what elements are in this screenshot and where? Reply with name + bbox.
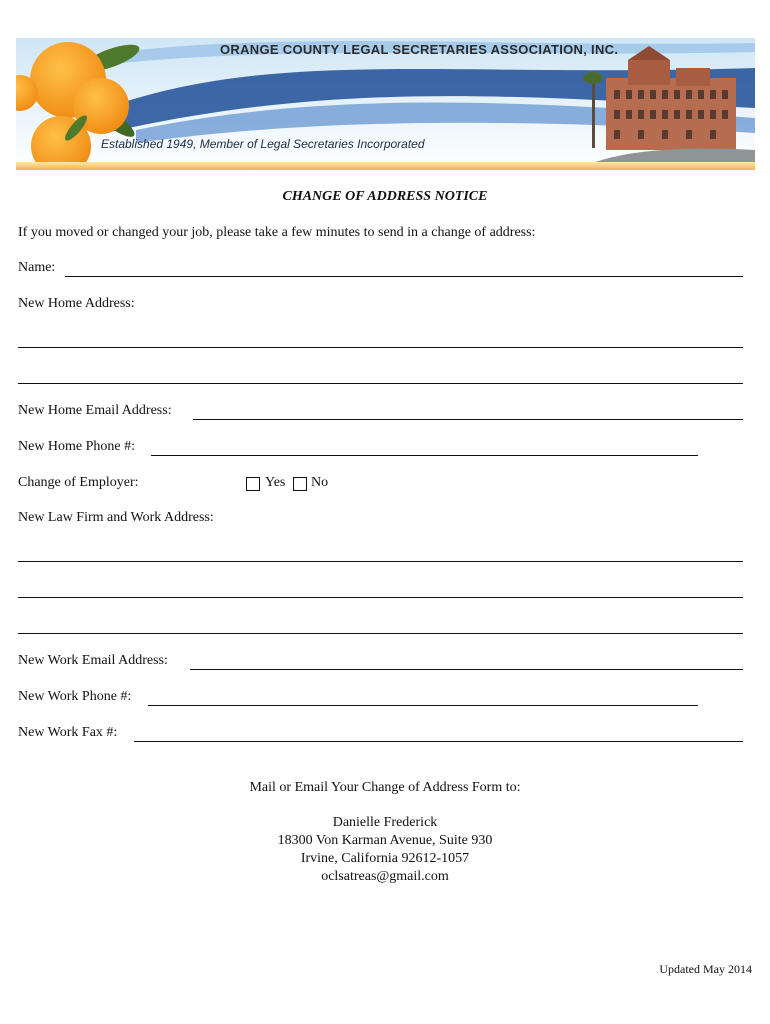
work-phone-label: New Work Phone #: xyxy=(18,689,132,704)
work-email-row xyxy=(18,653,743,671)
home-address-line-2[interactable] xyxy=(18,383,743,384)
work-address-line-2[interactable] xyxy=(18,597,743,598)
mailing-email[interactable]: oclsatreas@gmail.com xyxy=(321,869,449,884)
home-phone-field[interactable] xyxy=(151,455,698,456)
work-phone-field[interactable] xyxy=(148,705,698,706)
mailing-street: 18300 Von Karman Avenue, Suite 930 xyxy=(277,833,493,848)
mailing-city: Irvine, California 92612-1057 xyxy=(300,851,470,866)
form-intro: If you moved or changed your job, please take a few minutes to send in a change of address: xyxy=(18,225,536,240)
work-address-line-3[interactable] xyxy=(18,633,743,634)
no-label: No xyxy=(311,475,329,490)
mailing-address-block xyxy=(0,814,770,886)
header-banner xyxy=(16,38,755,170)
form-title: CHANGE OF ADDRESS NOTICE xyxy=(282,189,488,204)
no-checkbox[interactable] xyxy=(293,477,307,491)
work-fax-row xyxy=(18,725,743,743)
yes-label: Yes xyxy=(265,475,286,490)
name-label: Name: xyxy=(18,260,56,275)
home-email-row xyxy=(18,403,743,421)
home-address-line-1[interactable] xyxy=(18,347,743,348)
updated-date: Updated May 2014 xyxy=(659,962,752,976)
work-fax-label: New Work Fax #: xyxy=(18,725,118,740)
work-fax-field[interactable] xyxy=(134,741,743,742)
banner-subtitle: Established 1949, Member of Legal Secretaries Incorporated xyxy=(101,137,425,151)
mailing-name: Danielle Frederick xyxy=(332,815,438,830)
name-field[interactable] xyxy=(65,276,743,277)
home-email-field[interactable] xyxy=(193,419,743,420)
home-email-label: New Home Email Address: xyxy=(18,403,172,418)
banner-title: ORANGE COUNTY LEGAL SECRETARIES ASSOCIATION, INC. xyxy=(220,42,619,57)
home-address-row xyxy=(18,296,743,314)
work-address-label: New Law Firm and Work Address: xyxy=(18,510,214,525)
yes-checkbox[interactable] xyxy=(246,477,260,491)
mailing-instruction: Mail or Email Your Change of Address Form to: xyxy=(249,780,521,795)
work-email-field[interactable] xyxy=(190,669,743,670)
employer-label: Change of Employer: xyxy=(18,475,139,490)
home-address-label: New Home Address: xyxy=(18,296,135,311)
work-address-row xyxy=(18,510,743,528)
work-phone-row xyxy=(18,689,698,707)
home-phone-row xyxy=(18,439,698,457)
home-phone-label: New Home Phone #: xyxy=(18,439,136,454)
name-row xyxy=(18,260,743,278)
work-email-label: New Work Email Address: xyxy=(18,653,168,668)
employer-row xyxy=(18,475,418,493)
work-address-line-1[interactable] xyxy=(18,561,743,562)
